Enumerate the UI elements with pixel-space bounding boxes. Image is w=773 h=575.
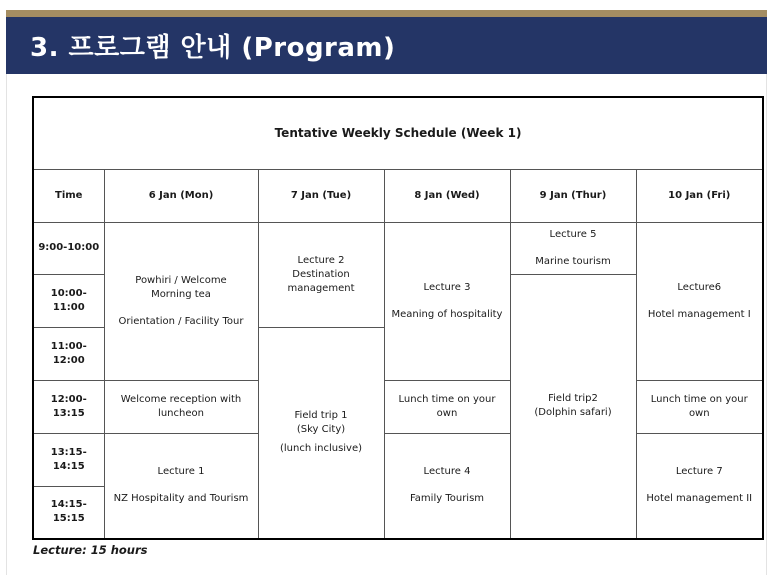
tue-destination: Destination (292, 268, 350, 280)
lecture-hours-note: Lecture: 15 hours (33, 543, 148, 557)
header-thu: 9 Jan (Thur) (510, 169, 636, 222)
schedule-table (32, 96, 764, 540)
table-row (33, 380, 763, 433)
header-fri: 10 Jan (Fri) (636, 169, 763, 222)
mon-afternoon-cell (104, 433, 258, 539)
tue-lecture-2: Lecture 2 (297, 254, 345, 266)
header-wed: 8 Jan (Wed) (384, 169, 510, 222)
tue-lunch-inclusive: (lunch inclusive) (279, 443, 363, 455)
time-slot: 13:15-14:15 (33, 433, 104, 486)
time-slot: 11:00-12:00 (33, 327, 104, 380)
fri-lecture-7: Lecture 7 (675, 466, 723, 478)
time-slot: 10:00-11:00 (33, 274, 104, 327)
mon-powhiri: Powhiri / Welcome (135, 274, 227, 286)
fri-hotel-mgmt-1: Hotel management I (647, 308, 751, 320)
header-row (33, 169, 763, 222)
mon-welcome-reception: Welcome reception with (120, 393, 242, 405)
fri-afternoon-cell (636, 433, 763, 539)
mon-nz-hospitality: NZ Hospitality and Tourism (113, 493, 249, 505)
table-row (33, 222, 763, 274)
tue-sky-city: (Sky City) (296, 424, 346, 436)
wed-lecture-3: Lecture 3 (423, 281, 471, 293)
table-row (33, 433, 763, 486)
tue-fieldtrip-cell (258, 327, 384, 539)
thu-fieldtrip-cell (510, 274, 636, 539)
mon-morning-cell (104, 222, 258, 380)
caption-row (33, 97, 763, 169)
mon-orientation: Orientation / Facility Tour (118, 315, 244, 327)
wed-family-tourism: Family Tourism (409, 493, 485, 505)
thu-dolphin-safari: (Dolphin safari) (534, 407, 612, 419)
wed-hospitality: Meaning of hospitality (391, 308, 503, 320)
schedule-caption: Tentative Weekly Schedule (Week 1) (33, 97, 763, 169)
mon-morning-tea: Morning tea (151, 288, 211, 300)
tue-field-trip-1: Field trip 1 (294, 410, 348, 422)
mon-lecture-1: Lecture 1 (157, 466, 205, 478)
wed-afternoon-cell (384, 433, 510, 539)
header-time: Time (33, 169, 104, 222)
time-slot: 14:15-15:15 (33, 486, 104, 539)
wed-lecture-4: Lecture 4 (423, 466, 471, 478)
header-mon: 6 Jan (Mon) (104, 169, 258, 222)
thu-morning-cell (510, 222, 636, 274)
wed-lunch-cell: Lunch time on your own (384, 380, 510, 433)
fri-lunch-cell: Lunch time on your own (636, 380, 763, 433)
fri-hotel-mgmt-2: Hotel management II (646, 493, 753, 505)
time-slot: 9:00-10:00 (33, 222, 104, 274)
tue-morning-cell (258, 222, 384, 327)
fri-morning-cell (636, 222, 763, 380)
wed-morning-cell (384, 222, 510, 380)
mon-lunch-cell (104, 380, 258, 433)
thu-lecture-5: Lecture 5 (549, 228, 597, 240)
header-tue: 7 Jan (Tue) (258, 169, 384, 222)
page-title: 3. 프로그램 안내 (Program) (30, 33, 396, 63)
top-accent-bar (0, 0, 773, 17)
time-slot: 12:00-13:15 (33, 380, 104, 433)
thu-marine-tourism: Marine tourism (535, 255, 611, 267)
thu-field-trip-2: Field trip2 (548, 393, 598, 405)
title-banner (6, 17, 767, 74)
fri-lecture-6: Lecture6 (677, 281, 722, 293)
tue-management: management (287, 282, 355, 294)
mon-luncheon: luncheon (158, 407, 204, 419)
